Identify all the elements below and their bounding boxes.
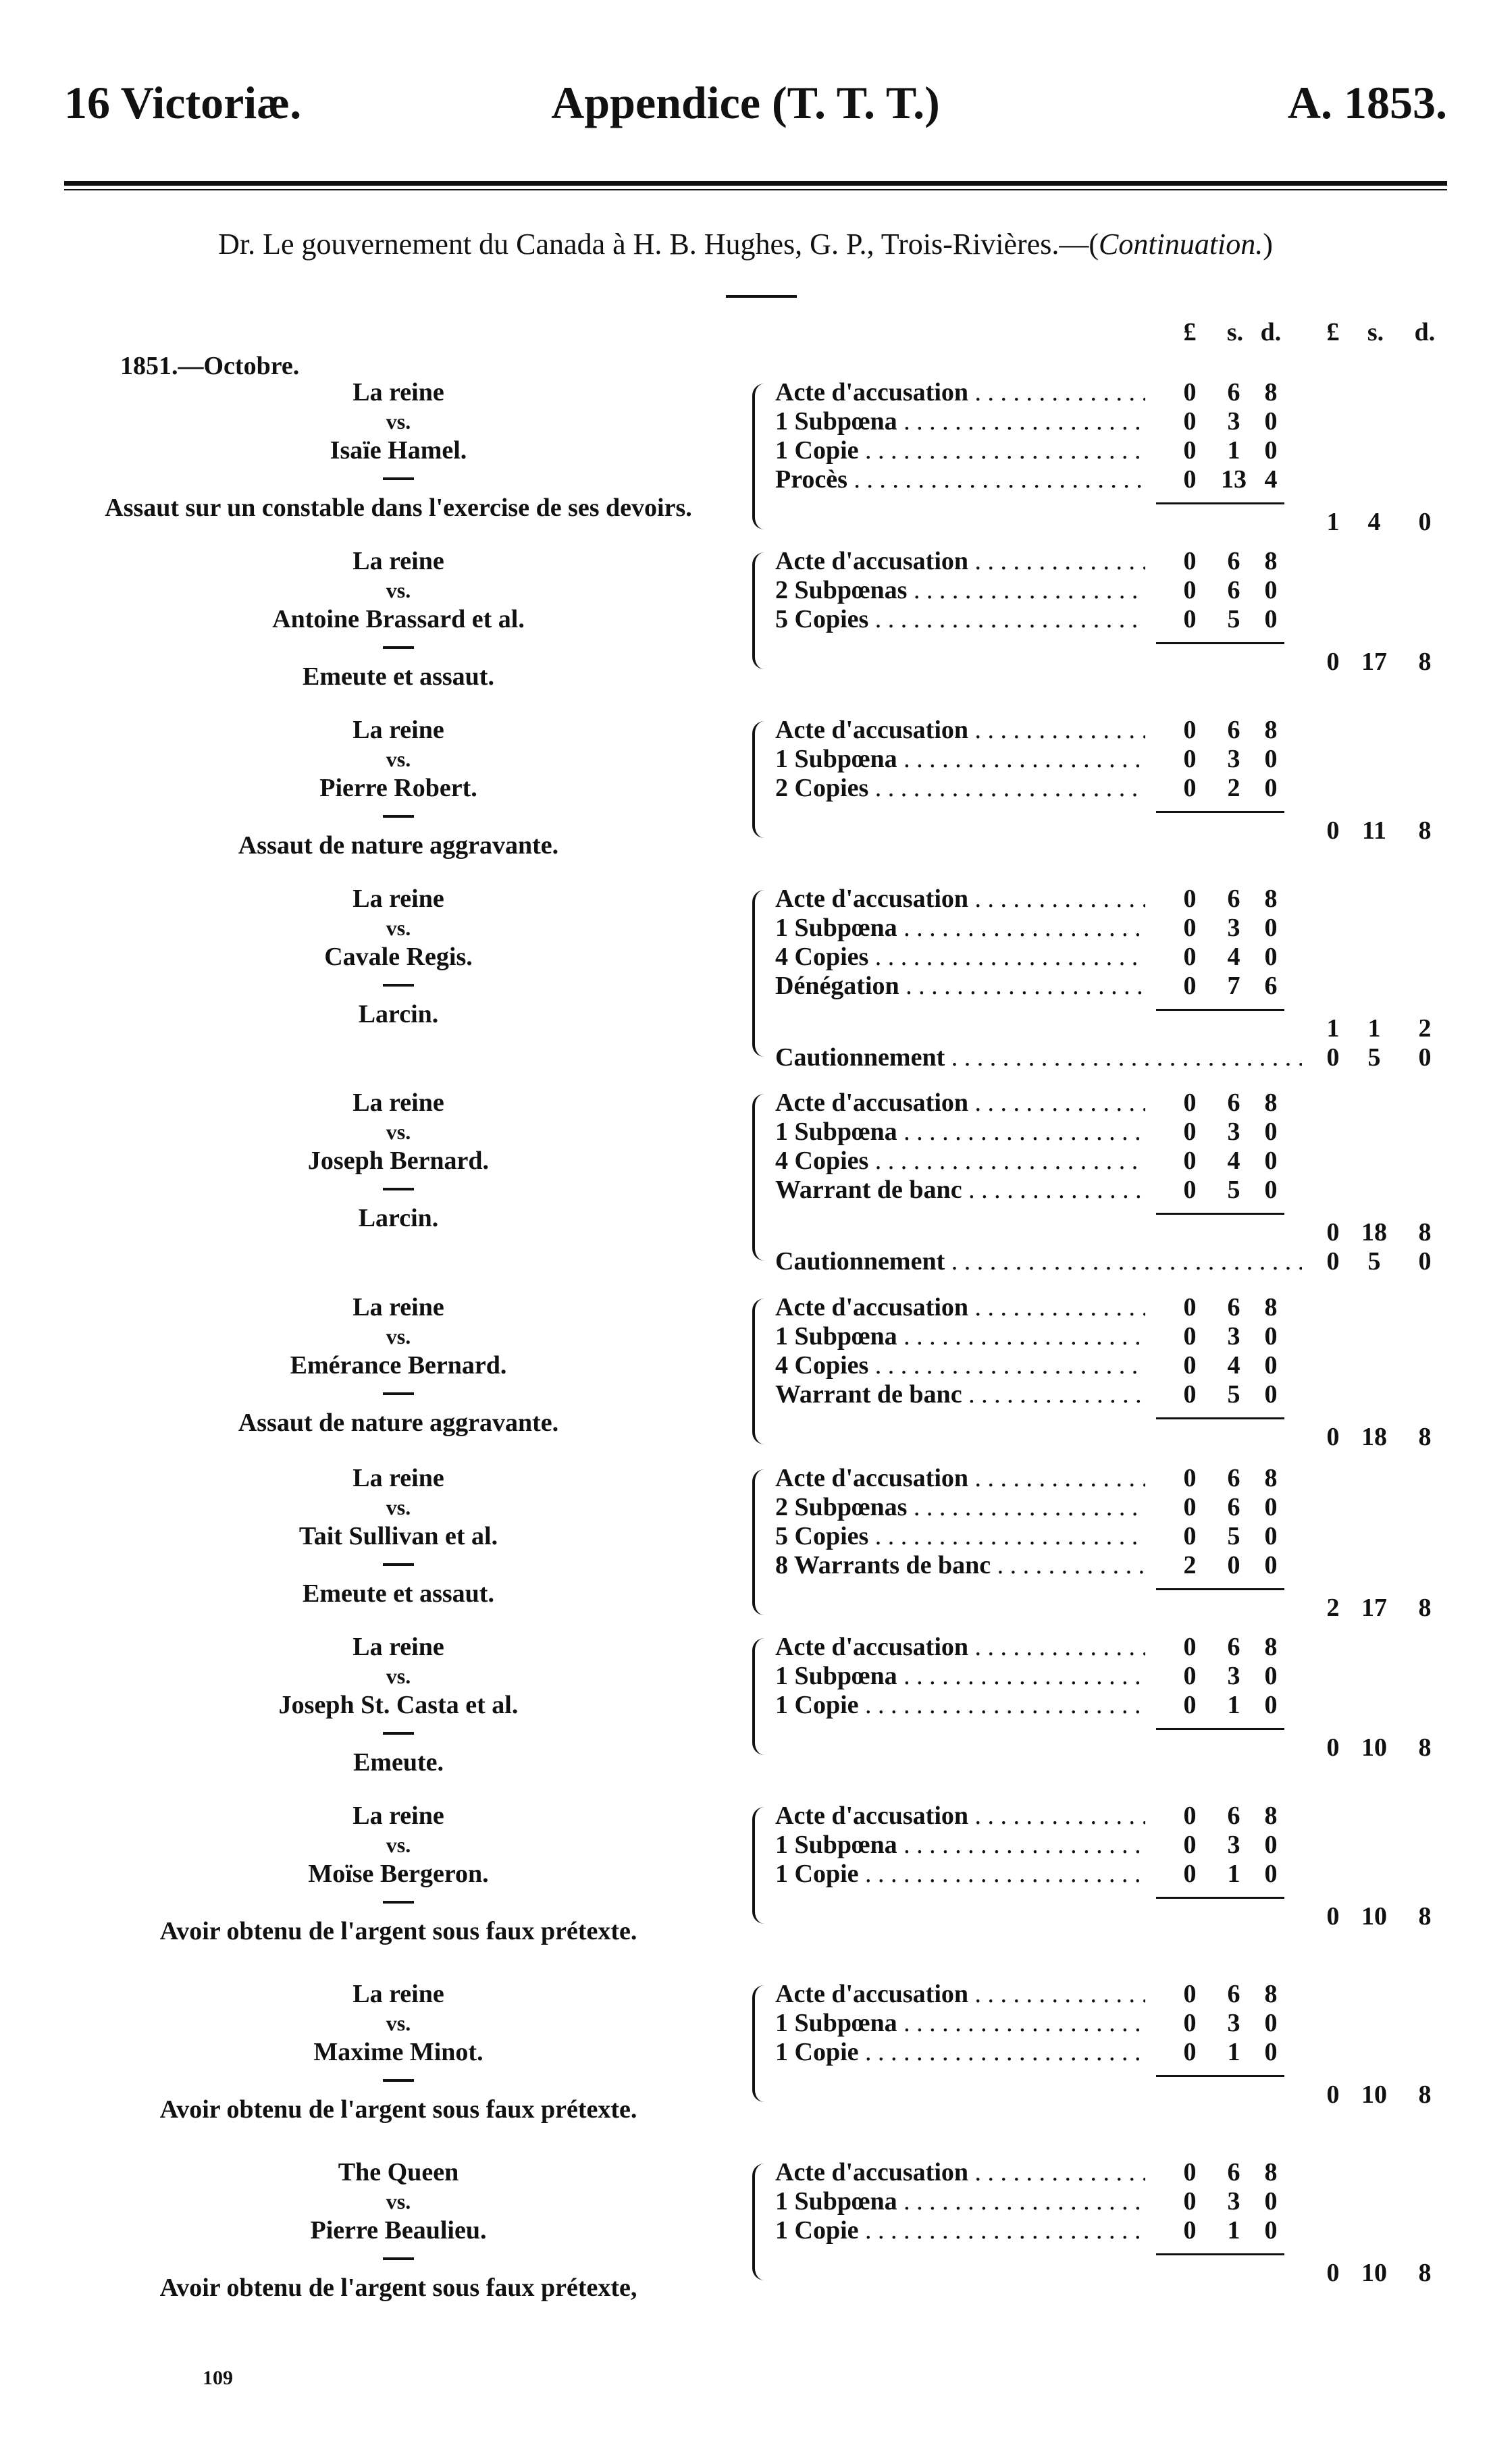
case-title-block	[41, 1633, 756, 1777]
total-amount-shillings: 10	[1361, 2259, 1387, 2287]
total-amount-pence: 8	[1418, 2080, 1432, 2109]
header-appendix-title: Appendice (T. T. T.)	[551, 77, 940, 128]
fee-amount-pence: 8	[1264, 2158, 1278, 2186]
fee-item-label: 8 Warrants de banc . . .	[775, 1551, 1145, 1580]
fee-item-label: Procès . . .	[775, 465, 1145, 494]
total-amount-pence: 8	[1418, 1594, 1432, 1622]
versus-label: vs.	[386, 1833, 411, 1857]
fee-amount-shillings: 3	[1227, 914, 1240, 942]
fee-amount-shillings: 4	[1227, 1351, 1240, 1380]
fee-amount-pounds: 0	[1183, 465, 1197, 494]
col-header-pence-1: d.	[1260, 318, 1282, 346]
plaintiff-name: La reine	[352, 1980, 444, 2008]
fee-amount-pounds: 0	[1183, 2009, 1197, 2037]
subtitle-close: )	[1263, 228, 1273, 261]
fee-amount-pounds: 0	[1183, 1322, 1197, 1351]
fee-amount-pence: 0	[1264, 1522, 1278, 1550]
fee-item-label: 2 Subpœnas . . .	[775, 1493, 1145, 1522]
fee-amount-shillings: 3	[1227, 407, 1240, 436]
fee-amount-shillings: 5	[1227, 1522, 1240, 1550]
fee-amount-shillings: 3	[1227, 1322, 1240, 1351]
fee-amount-pence: 0	[1264, 1831, 1278, 1859]
fee-amount-pence: 8	[1264, 1089, 1278, 1117]
offence-description: Larcin.	[358, 1000, 439, 1028]
total-amount-shillings: 18	[1361, 1218, 1387, 1247]
case-divider	[383, 1732, 414, 1735]
brace-icon	[752, 1299, 767, 1444]
subtotal-rule	[1156, 642, 1284, 644]
fee-amount-pounds: 0	[1183, 1380, 1197, 1409]
fee-item-label: Warrant de banc . . .	[775, 1176, 1145, 1205]
total-amount-pounds: 1	[1326, 1014, 1340, 1043]
fee-amount-shillings: 3	[1227, 1662, 1240, 1690]
total-amount-pence: 8	[1418, 2259, 1432, 2287]
bail-amount-pounds: 0	[1326, 1247, 1340, 1276]
total-amount-pounds: 0	[1326, 1218, 1340, 1247]
fee-item-label: Acte d'accusation . . .	[775, 885, 1145, 914]
case-title-block	[41, 716, 756, 860]
fee-amount-pence: 0	[1264, 1551, 1278, 1579]
fee-amount-pence: 8	[1264, 1633, 1278, 1661]
fee-amount-pence: 0	[1264, 1176, 1278, 1204]
fee-amount-pounds: 0	[1183, 1293, 1197, 1321]
offence-description: Assaut de nature aggravante.	[238, 1409, 559, 1437]
fee-amount-pounds: 0	[1183, 885, 1197, 913]
case-title-block	[41, 378, 756, 523]
col-header-pence-2: d.	[1414, 318, 1436, 346]
fee-amount-pounds: 0	[1183, 1802, 1197, 1830]
versus-label: vs.	[386, 1324, 411, 1348]
fee-amount-pounds: 0	[1183, 576, 1197, 604]
fee-amount-shillings: 0	[1227, 1551, 1240, 1579]
fee-item-label: 1 Subpœna . . .	[775, 914, 1145, 943]
fee-item-label: 2 Copies . . .	[775, 774, 1145, 803]
fee-amount-pounds: 0	[1183, 914, 1197, 942]
plaintiff-name: La reine	[352, 1802, 444, 1830]
case-divider	[383, 477, 414, 480]
bail-amount-shillings: 5	[1367, 1247, 1381, 1276]
fee-amount-pounds: 0	[1183, 1831, 1197, 1859]
fee-item-label: Acte d'accusation . . .	[775, 716, 1145, 745]
fee-amount-shillings: 6	[1227, 576, 1240, 604]
brace-icon	[752, 384, 767, 529]
fee-amount-pounds: 0	[1183, 774, 1197, 802]
offence-description: Emeute et assaut.	[303, 1579, 494, 1608]
defendant-name: Joseph Bernard.	[307, 1147, 490, 1175]
fee-amount-shillings: 6	[1227, 716, 1240, 744]
case-divider	[383, 1188, 414, 1190]
subtitle-continuation: Continuation.	[1099, 228, 1263, 261]
fee-amount-shillings: 5	[1227, 1380, 1240, 1409]
brace-icon	[752, 1469, 767, 1615]
subtotal-rule	[1156, 1728, 1284, 1730]
fee-amount-pence: 8	[1264, 716, 1278, 744]
fee-amount-pence: 0	[1264, 943, 1278, 971]
header-rule-thin	[64, 189, 1447, 190]
subtotal-rule	[1156, 1213, 1284, 1215]
fee-item-label: 1 Subpœna . . .	[775, 745, 1145, 774]
fee-amount-pence: 8	[1264, 1980, 1278, 2008]
subtotal-rule	[1156, 2253, 1284, 2255]
fee-amount-pence: 0	[1264, 1662, 1278, 1690]
plaintiff-name: La reine	[352, 1633, 444, 1661]
fee-item-label: Acte d'accusation . . .	[775, 1802, 1145, 1831]
case-title-block	[41, 885, 756, 1029]
versus-label: vs.	[386, 2189, 411, 2213]
total-amount-pounds: 1	[1326, 508, 1340, 536]
fee-amount-pence: 0	[1264, 1147, 1278, 1175]
fee-amount-pence: 0	[1264, 1860, 1278, 1888]
fee-amount-pounds: 0	[1183, 436, 1197, 465]
brace-icon	[752, 1985, 767, 2102]
offence-description: Avoir obtenu de l'argent sous faux prétexte.	[159, 2095, 637, 2124]
fee-amount-pence: 8	[1264, 1802, 1278, 1830]
fee-amount-pounds: 0	[1183, 1522, 1197, 1550]
versus-label: vs.	[386, 409, 411, 434]
case-divider	[383, 1563, 414, 1566]
fee-amount-pounds: 0	[1183, 1147, 1197, 1175]
total-amount-pounds: 0	[1326, 1902, 1340, 1931]
fee-item-label: 1 Subpœna . . .	[775, 1831, 1145, 1860]
fee-amount-shillings: 1	[1227, 1860, 1240, 1888]
fee-item-label: Acte d'accusation . . .	[775, 1089, 1145, 1118]
fee-amount-pence: 0	[1264, 745, 1278, 773]
fee-item-label: 1 Copie . . .	[775, 436, 1145, 465]
total-amount-shillings: 10	[1361, 2080, 1387, 2109]
fee-amount-pounds: 0	[1183, 1118, 1197, 1146]
brace-icon	[752, 2164, 767, 2280]
fee-amount-pence: 0	[1264, 407, 1278, 436]
total-amount-shillings: 4	[1367, 508, 1381, 536]
fee-item-label: 4 Copies . . .	[775, 1351, 1145, 1380]
fee-amount-shillings: 1	[1227, 2038, 1240, 2066]
date-heading: 1851.—Octobre.	[120, 352, 300, 380]
fee-amount-shillings: 6	[1227, 2158, 1240, 2186]
fee-amount-shillings: 7	[1227, 972, 1240, 1000]
fee-amount-pounds: 0	[1183, 1662, 1197, 1690]
defendant-name: Emérance Bernard.	[290, 1351, 507, 1380]
case-title-block	[41, 1464, 756, 1608]
fee-amount-pounds: 0	[1183, 1980, 1197, 2008]
header-session: 16 Victoriæ.	[64, 77, 302, 128]
fee-amount-pounds: 0	[1183, 1176, 1197, 1204]
fee-amount-pounds: 0	[1183, 2158, 1197, 2186]
fee-amount-pence: 6	[1264, 972, 1278, 1000]
fee-amount-pounds: 0	[1183, 745, 1197, 773]
fee-amount-pence: 0	[1264, 914, 1278, 942]
fee-amount-pounds: 0	[1183, 1691, 1197, 1719]
fee-item-label: Acte d'accusation . . .	[775, 1980, 1145, 2009]
fee-amount-pence: 0	[1264, 1322, 1278, 1351]
fee-amount-pence: 0	[1264, 2038, 1278, 2066]
account-subtitle	[0, 227, 1491, 261]
subtitle-divider	[726, 295, 797, 298]
subtotal-rule	[1156, 502, 1284, 504]
bail-amount-pence: 0	[1418, 1247, 1432, 1276]
fee-amount-pence: 8	[1264, 1293, 1278, 1321]
total-amount-pence: 8	[1418, 1733, 1432, 1762]
total-amount-pence: 2	[1418, 1014, 1432, 1043]
fee-amount-pence: 8	[1264, 885, 1278, 913]
fee-item-label: 1 Subpœna . . .	[775, 407, 1145, 436]
defendant-name: Antoine Brassard et al.	[272, 605, 525, 633]
fee-amount-pence: 0	[1264, 576, 1278, 604]
fee-amount-shillings: 3	[1227, 1831, 1240, 1859]
header-year: A. 1853.	[1287, 77, 1447, 128]
fee-amount-shillings: 5	[1227, 605, 1240, 633]
total-amount-pence: 8	[1418, 1218, 1432, 1247]
case-title-block	[41, 1293, 756, 1438]
brace-icon	[752, 1807, 767, 1924]
offence-description: Emeute.	[352, 1748, 444, 1777]
plaintiff-name: La reine	[352, 1293, 444, 1321]
fee-amount-pence: 8	[1264, 1464, 1278, 1492]
total-amount-shillings: 1	[1367, 1014, 1381, 1043]
subtotal-rule	[1156, 1588, 1284, 1590]
fee-amount-pence: 0	[1264, 1493, 1278, 1521]
fee-item-label: Acte d'accusation . . .	[775, 378, 1145, 407]
brace-icon	[752, 552, 767, 669]
fee-amount-shillings: 6	[1227, 1089, 1240, 1117]
total-amount-shillings: 11	[1362, 816, 1386, 845]
total-amount-shillings: 17	[1361, 648, 1387, 676]
fee-amount-pounds: 0	[1183, 378, 1197, 407]
fee-item-label: 1 Copie . . .	[775, 2216, 1145, 2245]
subtotal-rule	[1156, 811, 1284, 813]
total-amount-pounds: 0	[1326, 2080, 1340, 2109]
defendant-name: Cavale Regis.	[324, 943, 473, 971]
total-amount-shillings: 18	[1361, 1423, 1387, 1451]
col-header-shillings-1: s.	[1226, 318, 1244, 346]
fee-amount-pence: 0	[1264, 436, 1278, 465]
fee-item-label: Acte d'accusation . . .	[775, 1633, 1145, 1662]
fee-amount-pence: 0	[1264, 1118, 1278, 1146]
fee-amount-shillings: 4	[1227, 1147, 1240, 1175]
fee-amount-pence: 0	[1264, 1351, 1278, 1380]
fee-amount-pounds: 0	[1183, 1089, 1197, 1117]
brace-icon	[752, 890, 767, 1057]
plaintiff-name: The Queen	[338, 2158, 459, 2186]
fee-amount-pounds: 0	[1183, 943, 1197, 971]
brace-icon	[752, 1094, 767, 1261]
fee-amount-pence: 0	[1264, 1691, 1278, 1719]
fee-item-label: Acte d'accusation . . .	[775, 2158, 1145, 2187]
fee-amount-shillings: 2	[1227, 774, 1240, 802]
fee-amount-pounds: 0	[1183, 1493, 1197, 1521]
versus-label: vs.	[386, 916, 411, 940]
fee-amount-shillings: 3	[1227, 2187, 1240, 2216]
col-header-pounds-2: £	[1326, 318, 1340, 346]
fee-amount-shillings: 6	[1227, 1464, 1240, 1492]
fee-amount-shillings: 6	[1227, 1980, 1240, 2008]
fee-amount-pence: 0	[1264, 2187, 1278, 2216]
subtotal-rule	[1156, 1897, 1284, 1899]
versus-label: vs.	[386, 747, 411, 771]
defendant-name: Maxime Minot.	[313, 2038, 483, 2066]
total-amount-pence: 8	[1418, 816, 1432, 845]
fee-amount-shillings: 6	[1227, 1493, 1240, 1521]
fee-amount-shillings: 4	[1227, 943, 1240, 971]
fee-amount-shillings: 6	[1227, 1802, 1240, 1830]
versus-label: vs.	[386, 2011, 411, 2035]
offence-description: Emeute et assaut.	[303, 662, 494, 691]
fee-amount-shillings: 6	[1227, 378, 1240, 407]
fee-item-label: 1 Subpœna . . .	[775, 1118, 1145, 1147]
fee-item-label: 4 Copies . . .	[775, 1147, 1145, 1176]
case-divider	[383, 2079, 414, 2082]
offence-description: Larcin.	[358, 1204, 439, 1232]
case-title-block	[41, 547, 756, 691]
col-header-shillings-2: s.	[1367, 318, 1384, 346]
versus-label: vs.	[386, 1664, 411, 1688]
fee-item-label: 1 Subpœna . . .	[775, 2187, 1145, 2216]
total-amount-pounds: 0	[1326, 648, 1340, 676]
case-divider	[383, 646, 414, 649]
versus-label: vs.	[386, 1495, 411, 1519]
fee-amount-pounds: 0	[1183, 1351, 1197, 1380]
case-title-block	[41, 1980, 756, 2124]
defendant-name: Moïse Bergeron.	[308, 1860, 489, 1888]
fee-amount-pounds: 0	[1183, 605, 1197, 633]
case-divider	[383, 1901, 414, 1904]
case-title-block	[41, 1802, 756, 1946]
bail-label: Cautionnement . . .	[775, 1247, 1302, 1276]
fee-amount-pounds: 0	[1183, 1633, 1197, 1661]
total-amount-pounds: 0	[1326, 816, 1340, 845]
fee-amount-pounds: 0	[1183, 2187, 1197, 2216]
subtitle-text: Dr. Le gouvernement du Canada à H. B. Hughes, G. P., Trois-Rivières.—(	[218, 228, 1099, 261]
fee-amount-shillings: 13	[1221, 465, 1247, 494]
fee-amount-shillings: 3	[1227, 1118, 1240, 1146]
versus-label: vs.	[386, 578, 411, 602]
total-amount-shillings: 17	[1361, 1594, 1387, 1622]
offence-description: Assaut sur un constable dans l'exercise de ses devoirs.	[105, 494, 692, 522]
fee-item-label: 5 Copies . . .	[775, 605, 1145, 634]
bail-amount-shillings: 5	[1367, 1043, 1381, 1072]
plaintiff-name: La reine	[352, 378, 444, 407]
fee-item-label: 2 Subpœnas . . .	[775, 576, 1145, 605]
total-amount-pence: 8	[1418, 1902, 1432, 1931]
fee-amount-pounds: 0	[1183, 2038, 1197, 2066]
fee-amount-pounds: 0	[1183, 407, 1197, 436]
fee-item-label: 5 Copies . . .	[775, 1522, 1145, 1551]
total-amount-pounds: 0	[1326, 2259, 1340, 2287]
brace-icon	[752, 1638, 767, 1755]
fee-item-label: 1 Copie . . .	[775, 1860, 1145, 1889]
fee-amount-shillings: 1	[1227, 1691, 1240, 1719]
offence-description: Avoir obtenu de l'argent sous faux prétexte.	[159, 1917, 637, 1945]
fee-amount-pounds: 0	[1183, 2216, 1197, 2245]
plaintiff-name: La reine	[352, 1089, 444, 1117]
total-amount-pence: 8	[1418, 648, 1432, 676]
fee-item-label: 1 Subpœna . . .	[775, 1322, 1145, 1351]
defendant-name: Tait Sullivan et al.	[298, 1522, 498, 1550]
total-amount-pounds: 0	[1326, 1423, 1340, 1451]
versus-label: vs.	[386, 1120, 411, 1144]
col-header-pounds-1: £	[1183, 318, 1197, 346]
defendant-name: Joseph St. Casta et al.	[278, 1691, 519, 1719]
fee-amount-pence: 0	[1264, 774, 1278, 802]
fee-amount-pounds: 0	[1183, 547, 1197, 575]
total-amount-pence: 8	[1418, 1423, 1432, 1451]
case-divider	[383, 815, 414, 818]
subtotal-rule	[1156, 1009, 1284, 1011]
defendant-name: Pierre Beaulieu.	[310, 2216, 487, 2245]
fee-amount-pounds: 0	[1183, 1464, 1197, 1492]
subtotal-rule	[1156, 1417, 1284, 1419]
fee-amount-shillings: 6	[1227, 1633, 1240, 1661]
bail-label: Cautionnement . . .	[775, 1043, 1302, 1072]
bail-amount-pounds: 0	[1326, 1043, 1340, 1072]
fee-item-label: 1 Copie . . .	[775, 1691, 1145, 1720]
fee-amount-pounds: 0	[1183, 972, 1197, 1000]
total-amount-pounds: 2	[1326, 1594, 1340, 1622]
plaintiff-name: La reine	[352, 1464, 444, 1492]
fee-amount-shillings: 6	[1227, 547, 1240, 575]
fee-item-label: 1 Subpœna . . .	[775, 1662, 1145, 1691]
fee-amount-pounds: 2	[1183, 1551, 1197, 1579]
fee-amount-shillings: 3	[1227, 745, 1240, 773]
defendant-name: Isaïe Hamel.	[330, 436, 467, 465]
plaintiff-name: La reine	[352, 716, 444, 744]
total-amount-pounds: 0	[1326, 1733, 1340, 1762]
fee-amount-pence: 0	[1264, 605, 1278, 633]
fee-item-label: Acte d'accusation . . .	[775, 547, 1145, 576]
fee-amount-pence: 8	[1264, 378, 1278, 407]
case-divider	[383, 2257, 414, 2260]
total-amount-shillings: 10	[1361, 1733, 1387, 1762]
fee-item-label: 1 Subpœna . . .	[775, 2009, 1145, 2038]
fee-amount-shillings: 6	[1227, 885, 1240, 913]
total-amount-shillings: 10	[1361, 1902, 1387, 1931]
fee-amount-shillings: 6	[1227, 1293, 1240, 1321]
fee-item-label: Acte d'accusation . . .	[775, 1464, 1145, 1493]
subtotal-rule	[1156, 2075, 1284, 2077]
page-number: 109	[203, 2367, 233, 2389]
case-divider	[383, 984, 414, 987]
fee-amount-shillings: 3	[1227, 2009, 1240, 2037]
fee-amount-shillings: 1	[1227, 2216, 1240, 2245]
fee-item-label: Acte d'accusation . . .	[775, 1293, 1145, 1322]
fee-amount-pence: 0	[1264, 2009, 1278, 2037]
fee-amount-pounds: 0	[1183, 716, 1197, 744]
fee-amount-pence: 0	[1264, 1380, 1278, 1409]
fee-amount-pence: 4	[1264, 465, 1278, 494]
fee-amount-pounds: 0	[1183, 1860, 1197, 1888]
fee-item-label: Warrant de banc . . .	[775, 1380, 1145, 1409]
fee-amount-shillings: 1	[1227, 436, 1240, 465]
fee-item-label: Dénégation . . .	[775, 972, 1145, 1001]
defendant-name: Pierre Robert.	[319, 774, 477, 802]
offence-description: Avoir obtenu de l'argent sous faux prétexte,	[159, 2274, 637, 2302]
brace-icon	[752, 721, 767, 838]
case-title-block	[41, 1089, 756, 1233]
case-divider	[383, 1392, 414, 1395]
case-title-block	[41, 2158, 756, 2303]
fee-amount-pence: 0	[1264, 2216, 1278, 2245]
offence-description: Assaut de nature aggravante.	[238, 831, 559, 860]
plaintiff-name: La reine	[352, 885, 444, 913]
total-amount-pence: 0	[1418, 508, 1432, 536]
fee-item-label: 1 Copie . . .	[775, 2038, 1145, 2067]
plaintiff-name: La reine	[352, 547, 444, 575]
fee-item-label: 4 Copies . . .	[775, 943, 1145, 972]
bail-amount-pence: 0	[1418, 1043, 1432, 1072]
fee-amount-shillings: 5	[1227, 1176, 1240, 1204]
fee-amount-pence: 8	[1264, 547, 1278, 575]
header-rule-thick	[64, 181, 1447, 186]
